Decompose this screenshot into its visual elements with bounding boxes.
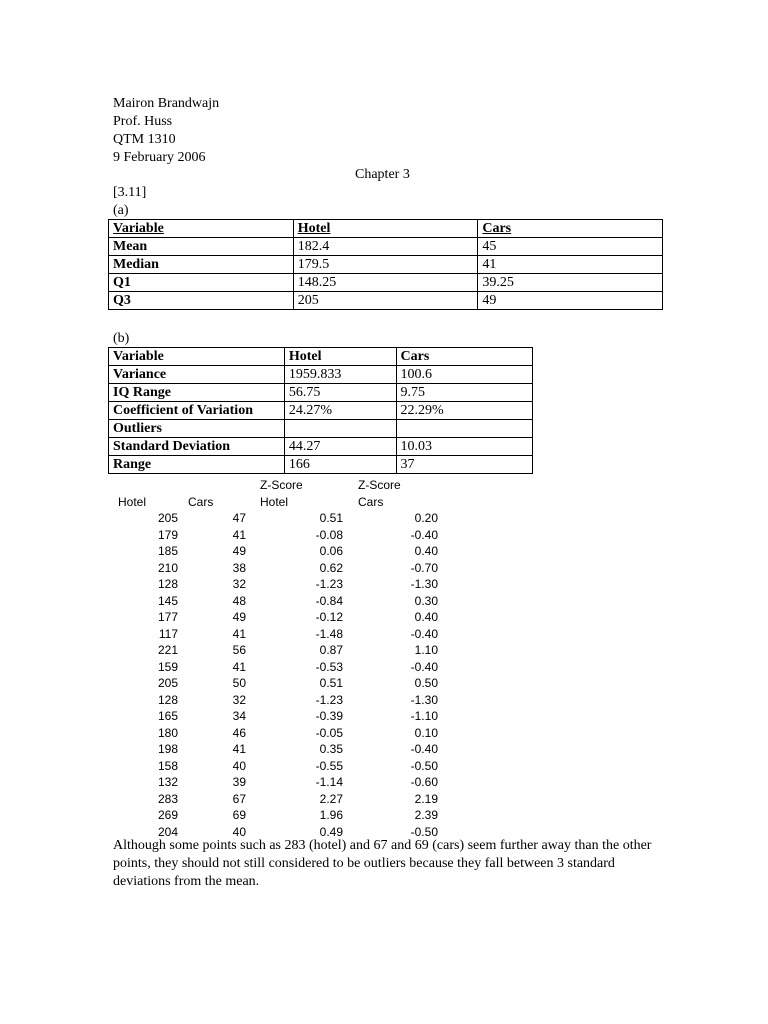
hotel-value: 205 [293, 292, 478, 310]
hotel-value: 128 [157, 577, 178, 591]
zscore-cars-value: -1.30 [410, 577, 438, 591]
zscore-cars-value: -0.50 [410, 824, 438, 839]
cars-value: 38 [232, 560, 246, 575]
table-row [108, 609, 438, 626]
table-row [108, 725, 438, 742]
part-a-label: (a) [113, 203, 129, 218]
zscore-header-hotel: Hotel [118, 494, 147, 509]
zscore-cars-value: -0.40 [410, 527, 438, 542]
table-row [108, 543, 438, 560]
hotel-value: 179 [157, 527, 178, 542]
zscore-hotel-value: -0.55 [315, 758, 343, 773]
zscore-cars-value: -0.40 [410, 742, 438, 756]
row-label: IQ Range [109, 384, 285, 402]
table-row [108, 626, 438, 643]
zscore-cars-value: 0.10 [414, 725, 438, 740]
zscore-header-cars: Cars [188, 494, 214, 509]
row-label: Outliers [109, 420, 285, 438]
cars-value: 34 [232, 709, 246, 723]
table-b-header-variable: Variable [109, 348, 285, 366]
hotel-value: 24.27% [284, 402, 396, 420]
row-label: Median [109, 256, 294, 274]
row-label: Q3 [109, 292, 294, 310]
cars-value: 32 [232, 692, 246, 707]
table-row [109, 366, 533, 384]
cars-value: 69 [232, 808, 246, 822]
zscore-cars-value: 0.40 [414, 544, 438, 558]
hotel-value: 117 [158, 626, 178, 641]
hotel-value: 44.27 [284, 438, 396, 456]
zscore-header-top-2 [178, 477, 246, 494]
table-row [108, 708, 438, 725]
zscore-header-bottom-row [108, 494, 438, 511]
hotel-value: 166 [284, 456, 396, 474]
zscore-hotel-value: 0.62 [319, 560, 343, 575]
conclusion-paragraph: Although some points such as 283 (hotel) and 67 and 69 (cars) seem further away than the other points, they should not still considered to be outliers because they fall between 3 standard deviations from the mean. [113, 838, 652, 889]
cars-value: 67 [232, 791, 246, 806]
table-a-header-row [109, 220, 663, 238]
zscore-hotel-value: -0.53 [315, 659, 343, 674]
row-label: Coefficient of Variation [109, 402, 285, 420]
cars-value: 39.25 [478, 274, 663, 292]
row-label: Q1 [109, 274, 294, 292]
cars-value: 47 [232, 511, 246, 525]
cars-value: 49 [232, 610, 246, 624]
hotel-value: 198 [157, 742, 178, 756]
cars-value: 100.6 [396, 366, 532, 384]
zscore-cars-value: -0.40 [410, 626, 438, 641]
table-row [108, 527, 438, 544]
zscore-cars-value: 2.39 [414, 808, 438, 822]
document-date: 9 February 2006 [113, 150, 206, 165]
zscore-cars-value: 0.50 [414, 676, 438, 690]
table-b-header-hotel: Hotel [284, 348, 396, 366]
row-label: Mean [109, 238, 294, 256]
zscore-header-top-row [108, 477, 438, 494]
row-label: Variance [109, 366, 285, 384]
hotel-value: 158 [157, 758, 178, 773]
zscore-cars-value: 2.19 [414, 791, 438, 806]
table-b-header-row [109, 348, 533, 366]
zscore-cars-value: 1.10 [414, 643, 438, 657]
chapter-title: Chapter 3 [355, 167, 410, 182]
table-row [109, 438, 533, 456]
table-row [108, 675, 438, 692]
table-row [108, 758, 438, 775]
zscore-cars-value: 0.20 [414, 511, 438, 525]
hotel-value: 56.75 [284, 384, 396, 402]
hotel-value [284, 420, 396, 438]
cars-value: 49 [232, 544, 246, 558]
hotel-value: 185 [157, 544, 178, 558]
table-row [108, 560, 438, 577]
hotel-value: 132 [157, 775, 178, 789]
zscore-hotel-value: 0.51 [319, 511, 343, 525]
table-row [108, 576, 438, 593]
table-row [109, 384, 533, 402]
hotel-value: 128 [157, 692, 178, 707]
table-b-header-cars: Cars [396, 348, 532, 366]
zscore-hotel-value: 0.49 [319, 824, 343, 839]
zscore-hotel-value: 0.06 [319, 544, 343, 558]
cars-value: 37 [396, 456, 532, 474]
row-label: Standard Deviation [109, 438, 285, 456]
row-label: Range [109, 456, 285, 474]
hotel-value: 182.4 [293, 238, 478, 256]
table-row [109, 292, 663, 310]
cars-value: 41 [478, 256, 663, 274]
table-row [109, 256, 663, 274]
table-a-header-variable: Variable [109, 220, 294, 238]
table-row [109, 456, 533, 474]
table-row [108, 510, 438, 527]
cars-value: 39 [232, 775, 246, 789]
author-name: Mairon Brandwajn [113, 96, 220, 111]
cars-value: 41 [232, 527, 246, 542]
zscore-cars-value: -0.40 [410, 659, 438, 674]
hotel-value: 148.25 [293, 274, 478, 292]
zscore-cars-value: -0.60 [410, 775, 438, 789]
cars-value: 50 [232, 676, 246, 690]
zscore-hotel-value: 0.35 [319, 742, 343, 756]
zscore-hotel-value: -0.39 [315, 709, 343, 723]
zscore-cars-value: -1.10 [410, 709, 438, 723]
zscore-hotel-value: 2.27 [319, 791, 343, 806]
cars-value: 46 [232, 725, 246, 740]
hotel-value: 204 [157, 824, 178, 839]
zscore-hotel-value: 0.51 [319, 676, 343, 690]
table-a-header-cars: Cars [478, 220, 663, 238]
problem-number: [3.11] [113, 185, 147, 200]
table-row [109, 238, 663, 256]
course-code: QTM 1310 [113, 132, 176, 147]
table-row [108, 593, 438, 610]
zscore-hotel-value: -1.23 [315, 692, 343, 707]
zscore-cars-value: -1.30 [410, 692, 438, 707]
cars-value: 40 [232, 758, 246, 773]
professor-name: Prof. Huss [113, 114, 173, 129]
summary-table-b [108, 347, 533, 474]
zscore-cars-value: -0.50 [410, 758, 438, 773]
hotel-value: 145 [157, 593, 178, 608]
cars-value: 41 [232, 659, 246, 674]
table-a-header-hotel: Hotel [293, 220, 478, 238]
table-row [109, 420, 533, 438]
hotel-value: 179.5 [293, 256, 478, 274]
zscore-hotel-value: -1.48 [315, 626, 343, 641]
cars-value [396, 420, 532, 438]
cars-value: 48 [232, 593, 246, 608]
cars-value: 22.29% [396, 402, 532, 420]
hotel-value: 221 [157, 643, 178, 657]
cars-value: 10.03 [396, 438, 532, 456]
zscore-hotel-value: 0.87 [319, 643, 343, 657]
cars-value: 56 [232, 643, 246, 657]
hotel-value: 283 [157, 791, 178, 806]
table-row [108, 692, 438, 709]
part-b-label: (b) [113, 331, 130, 346]
zscore-header-zcars: Cars [358, 494, 384, 509]
zscore-hotel-value: -1.23 [315, 577, 343, 591]
zscore-hotel-value: -0.12 [315, 610, 343, 624]
hotel-value: 159 [157, 659, 178, 674]
zscore-table [108, 477, 438, 840]
zscore-hotel-value: -0.05 [315, 725, 343, 740]
table-row [109, 274, 663, 292]
table-row [108, 774, 438, 791]
hotel-value: 177 [157, 610, 178, 624]
hotel-value: 210 [157, 560, 178, 575]
hotel-value: 165 [157, 709, 178, 723]
hotel-value: 205 [157, 511, 178, 525]
table-row [108, 642, 438, 659]
hotel-value: 205 [157, 676, 178, 690]
zscore-hotel-value: 1.96 [319, 808, 343, 822]
zscore-cars-value: 0.40 [414, 610, 438, 624]
hotel-value: 269 [157, 808, 178, 822]
table-row [108, 741, 438, 758]
zscore-header-top-1 [108, 477, 178, 494]
zscore-hotel-value: -0.08 [315, 527, 343, 542]
cars-value: 40 [232, 824, 246, 839]
table-row [108, 807, 438, 824]
hotel-value: 1959.833 [284, 366, 396, 384]
table-row [109, 402, 533, 420]
zscore-cars-value: 0.30 [414, 593, 438, 608]
cars-value: 41 [232, 626, 246, 641]
cars-value: 45 [478, 238, 663, 256]
zscore-hotel-value: -0.84 [315, 593, 343, 608]
table-row [108, 659, 438, 676]
hotel-value: 180 [157, 725, 178, 740]
zscore-hotel-value: -1.14 [315, 775, 343, 789]
cars-value: 9.75 [396, 384, 532, 402]
zscore-cars-value: -0.70 [410, 560, 438, 575]
zscore-header-zhotel: Hotel [260, 494, 289, 509]
zscore-header-top-3: Z-Score [260, 478, 303, 492]
zscore-header-top-4: Z-Score [358, 478, 401, 492]
cars-value: 49 [478, 292, 663, 310]
cars-value: 41 [232, 742, 246, 756]
table-row [108, 791, 438, 808]
summary-table-a [108, 219, 663, 310]
cars-value: 32 [232, 577, 246, 591]
